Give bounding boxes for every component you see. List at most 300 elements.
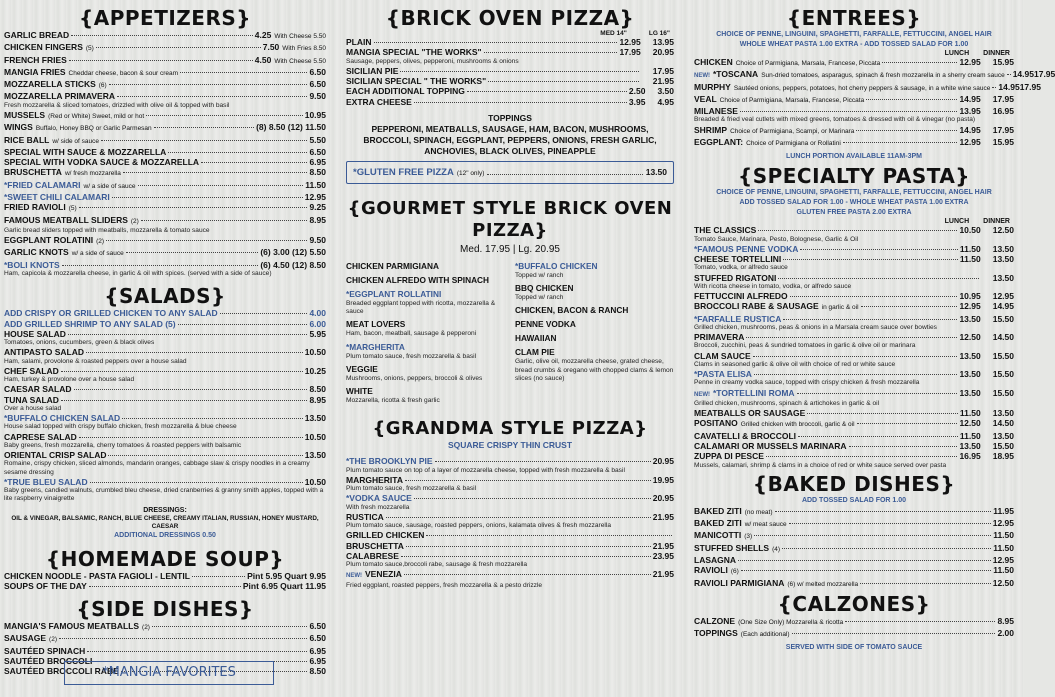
gourmet-item-description: Topped w/ ranch	[515, 294, 564, 302]
menu-item-row	[694, 628, 1014, 640]
item-price-lunch: 17.95	[619, 47, 641, 58]
item-name: CHICKEN FINGERS	[4, 42, 83, 53]
item-note: Choice of Parmigiana, Marsala, Francese, Piccata	[719, 96, 865, 104]
menu-item-row	[4, 477, 326, 487]
menu-item-row	[4, 450, 326, 460]
item-name: SAUTÉED BROCCOLI	[4, 656, 93, 667]
item-price-lunch: 12.95	[959, 57, 981, 67]
menu-item-row	[4, 235, 326, 247]
leader-dots	[90, 482, 303, 483]
item-price: 13.50	[304, 450, 326, 461]
item-price-dinner: 14.95	[992, 301, 1014, 312]
item-name: PLAIN	[346, 37, 372, 47]
gluten-free-price: 13.50	[645, 166, 667, 177]
item-description: Breaded & fried veal cutlets with mixed greens, tomatoes & dressed with oil & vinegar (no pasta)	[694, 116, 976, 124]
leader-dots	[178, 324, 308, 325]
item-price-dinner: 4.95	[657, 96, 674, 107]
item-description: Ham, capicola & mozzarella cheese, in garlic & oil with spices. (served with a side of sauce)	[4, 270, 272, 278]
item-price: 21.95	[652, 569, 674, 580]
leader-dots	[180, 72, 307, 73]
item-price-lunch: 11.50	[959, 430, 981, 441]
leader-dots	[849, 446, 958, 447]
item-name: CHEF SALAD	[4, 365, 59, 376]
gourmet-grid	[346, 261, 674, 408]
specialty-lunch-dinner-header	[694, 218, 1014, 225]
leader-dots	[414, 498, 651, 499]
leader-dots	[992, 87, 996, 88]
menu-item-row	[694, 431, 1014, 441]
item-price-lunch: 13.50	[959, 441, 981, 452]
menu-item-row	[694, 106, 1014, 116]
gluten-free-box	[346, 161, 674, 184]
item-price-lunch: 12.50	[959, 332, 981, 343]
item-price: 6.50	[309, 633, 326, 644]
menu-item-row	[4, 110, 326, 122]
lg-size-label: LG 16"	[648, 30, 670, 37]
addon-name: ADD GRILLED SHRIMP TO ANY SALAD (5)	[4, 318, 176, 329]
item-price-lunch: 12.95	[959, 301, 981, 312]
item-price-lunch: 14.95	[959, 93, 981, 104]
item-description: Grilled chicken, mushrooms, peas & onions in a Marsala cream sauce over bowties	[694, 323, 937, 331]
menu-item-row	[4, 621, 326, 633]
item-price: 4.50	[254, 54, 272, 65]
menu-item-row	[4, 646, 326, 656]
dressings-label: DRESSINGS:	[143, 506, 187, 514]
item-price: 6.50	[309, 146, 326, 157]
item-price: 4.25	[254, 30, 272, 40]
baked-note: ADD TOSSED SALAD FOR 1.00	[801, 496, 907, 504]
item-name: CHEESE TORTELLINI	[694, 254, 782, 265]
gourmet-item-name: BBQ CHICKEN	[515, 283, 574, 294]
gourmet-item-name: PENNE VODKA	[515, 319, 576, 330]
item-name: *PASTA ELISA	[694, 369, 752, 380]
item-name: MUSSELS	[4, 109, 46, 120]
item-price: 6.95	[309, 157, 326, 168]
menu-item-row	[694, 543, 1014, 555]
item-name: THE CLASSICS	[694, 225, 757, 236]
item-description: With ricotta cheese in tomato, vodka, or alfredo sauce	[694, 282, 852, 290]
menu-item-row	[4, 91, 326, 101]
item-price: 11.50	[993, 530, 1014, 541]
item-description: Garlic bread sliders topped with meatballs, mozzarella & tomato sauce	[4, 226, 210, 234]
item-name: GARLIC BREAD	[4, 30, 70, 40]
leader-dots	[400, 71, 638, 72]
leader-dots	[154, 127, 254, 128]
item-price: 21.95	[652, 540, 674, 551]
item-price-dinner: 15.50	[992, 313, 1014, 324]
item-price: 6.95	[309, 656, 326, 667]
leader-dots	[68, 334, 308, 335]
item-price-lunch: 14.95	[998, 81, 1020, 92]
leader-dots	[843, 142, 958, 143]
item-price-lunch: 11.50	[959, 243, 981, 254]
menu-item-row	[346, 456, 674, 466]
leader-dots	[754, 535, 991, 536]
brick-list	[346, 37, 674, 107]
item-price-dinner: 21.95	[652, 76, 674, 87]
baked-title: {BAKED DISHES}	[752, 471, 956, 496]
additional-dressings: ADDITIONAL DRESSINGS 0.50	[114, 531, 216, 539]
leader-dots	[1007, 74, 1011, 75]
leader-dots	[168, 152, 307, 153]
item-note: (Each additional)	[740, 631, 790, 639]
leader-dots	[106, 240, 307, 241]
item-name: FAMOUS MEATBALL SLIDERS	[4, 214, 128, 225]
item-price: 6.50	[309, 79, 326, 90]
leader-dots	[882, 62, 957, 63]
item-note: (2)	[49, 636, 57, 644]
brick-oven-title: {BRICK OVEN PIZZA}	[385, 6, 635, 30]
item-price: 10.95	[304, 109, 326, 120]
item-name: STUFFED SHELLS	[694, 542, 770, 553]
gourmet-item-name: *BUFFALO CHICKEN	[515, 260, 598, 271]
item-price: 2.00	[997, 628, 1014, 639]
gourmet-item-description: Mozzarella, ricotta & fresh garlic	[346, 397, 440, 404]
leader-dots	[61, 371, 303, 372]
gourmet-item	[346, 364, 505, 383]
item-note: Cheddar cheese, bacon & sour cream	[68, 69, 179, 77]
item-price: 11.95	[993, 505, 1014, 516]
item-price: 6.95	[309, 645, 326, 656]
item-description: Tomatoes, onions, cucumbers, green & black olives	[4, 339, 155, 347]
menu-item-row	[346, 569, 674, 581]
item-name: BRUSCHETTA	[346, 540, 404, 551]
item-price: 9.50	[309, 91, 326, 102]
item-price-dinner: 17.95	[1033, 69, 1055, 80]
leader-dots	[856, 130, 957, 131]
item-name: MOZZARELLA STICKS	[4, 79, 96, 90]
gourmet-item	[515, 283, 674, 302]
brick-size-header	[346, 30, 674, 37]
item-description: Plum tomato sauce,broccoli rabe, sausage & fresh mozzarella	[346, 561, 528, 569]
menu-item-row	[694, 69, 1055, 81]
entrees-note2: WHOLE WHEAT PASTA 1.00 EXTRA - ADD TOSSED SALAD FOR 1.00	[739, 41, 969, 48]
gourmet-left	[346, 261, 505, 408]
item-price-dinner: 13.95	[652, 37, 674, 47]
item-price-dinner: 15.50	[992, 369, 1014, 380]
gourmet-item-description: Topped w/ ranch	[515, 271, 564, 279]
menu-item-row	[694, 301, 1014, 313]
menu-item-row	[346, 37, 674, 47]
leader-dots	[374, 42, 618, 43]
item-description: Baby greens, fresh mozzarella, cherry tomatoes & roasted peppers with balsamic	[4, 441, 242, 449]
item-note: w/ a side of sauce	[83, 182, 136, 190]
item-description: Penne in creamy vodka sauce, topped with crispy chicken & fresh mozzarella	[694, 379, 920, 387]
item-name: POSITANO	[694, 418, 738, 429]
baked-list	[694, 506, 1014, 590]
menu-item-row	[694, 57, 1014, 69]
item-price-lunch: 2.50	[628, 86, 646, 97]
item-name: MANGIA FRIES	[4, 66, 66, 77]
item-name: BAKED ZITI	[694, 505, 742, 516]
specialty-list	[694, 225, 1014, 470]
gourmet-item-name: *EGGPLANT ROLLATINI	[346, 288, 442, 299]
item-price: 8.50	[309, 384, 326, 395]
item-note: w/ a side of sauce	[71, 250, 124, 258]
item-price-lunch: 13.50	[959, 350, 981, 361]
item-price: 21.95	[652, 511, 674, 522]
left-column	[4, 6, 326, 693]
item-price-dinner: 20.95	[652, 47, 674, 58]
item-name: *FAMOUS PENNE VODKA	[694, 243, 799, 254]
item-name: CAVATELLI & BROCCOLI	[694, 430, 796, 441]
item-name: RUSTICA	[346, 511, 384, 522]
menu-item-row	[694, 137, 1014, 149]
gourmet-item	[346, 319, 505, 338]
item-name: CAPRESE SALAD	[4, 431, 77, 442]
item-price-dinner: 15.50	[992, 387, 1014, 398]
item-name: STUFFED RIGATONI	[694, 272, 777, 283]
item-price-lunch: 10.95	[959, 291, 981, 302]
item-price: Pint 6.95 Quart 11.95	[242, 580, 326, 591]
gourmet-item	[346, 289, 505, 316]
item-note: (2)	[130, 217, 139, 225]
item-name: MURPHY	[694, 81, 731, 92]
leader-dots	[792, 633, 996, 634]
salad-addon-row	[4, 319, 326, 329]
item-price: 8.50	[309, 666, 326, 677]
gourmet-item-name: *MARGHERITA	[346, 341, 405, 352]
leader-dots	[405, 480, 651, 481]
leader-dots	[782, 548, 991, 549]
menu-item-row	[346, 76, 674, 86]
right-column	[694, 6, 1055, 693]
item-extra: With Fries 8.50	[282, 45, 326, 53]
item-description: Over a house salad	[4, 404, 62, 412]
item-name: EXTRA CHEESE	[346, 96, 412, 107]
item-name: CALABRESE	[346, 550, 399, 561]
specialty-dinner-label: DINNER	[983, 218, 1010, 226]
menu-item-row	[4, 581, 326, 591]
leader-dots	[96, 47, 261, 48]
item-note: (6) w/ melted mozzarella	[787, 580, 859, 588]
menu-item-row	[4, 202, 326, 214]
menu-item-row	[4, 42, 326, 54]
item-note: (5)	[68, 205, 77, 213]
item-note: in garlic & oil	[821, 304, 859, 312]
gourmet-item	[346, 386, 505, 405]
menu-item-row	[694, 616, 1014, 628]
leader-dots	[753, 356, 958, 357]
menu-item-row	[346, 493, 674, 503]
item-description: House salad topped with crispy buffalo chicken, fresh mozzarella & blue cheese	[4, 423, 237, 431]
leader-dots	[138, 185, 304, 186]
leader-dots	[87, 651, 307, 652]
gourmet-item	[515, 333, 674, 344]
menu-item-row	[4, 366, 326, 376]
menu-item-row	[694, 555, 1014, 565]
specialty-note1: CHOICE OF PENNE, LINGUINI, SPAGHETTI, FARFALLE, FETTUCCINI, ANGEL HAIR	[716, 189, 992, 197]
item-description: Broccoli, zucchini, peas & sundried tomatoes in garlic & olive oil or marinara	[694, 342, 916, 350]
leader-dots	[426, 535, 672, 536]
gourmet-item-name: CHICKEN, BACON & RANCH	[515, 305, 629, 316]
item-price-lunch: 14.95	[1012, 69, 1034, 80]
grandma-title: {GRANDMA STYLE PIZZA}	[372, 418, 648, 440]
entrees-lunch-label: LUNCH	[944, 50, 970, 57]
leader-dots	[484, 52, 618, 53]
item-name: SOUPS OF THE DAY	[4, 580, 87, 591]
menu-item-row	[4, 432, 326, 442]
leader-dots	[79, 437, 303, 438]
specialty-title: {SPECIALTY PASTA}	[737, 164, 971, 189]
salads-list	[4, 329, 326, 504]
item-note: Grilled chicken with broccoli, garlic & oil	[740, 421, 855, 429]
menu-item-row	[4, 329, 326, 339]
grandma-list	[346, 456, 674, 590]
salads-title: {SALADS}	[104, 284, 226, 309]
leader-dots	[414, 102, 627, 103]
item-name: CLAM SAUCE	[694, 350, 751, 361]
item-note: (2)	[142, 624, 150, 632]
leader-dots	[860, 583, 991, 584]
item-name: BRUSCHETTA	[4, 167, 62, 178]
item-name: SAUSAGE	[4, 633, 47, 644]
item-price: 5.50	[309, 134, 326, 145]
leader-dots	[488, 81, 639, 82]
item-price-dinner: 17.95	[992, 124, 1014, 135]
calzones-list	[694, 616, 1014, 641]
toppings-label: TOPPINGS	[488, 112, 532, 123]
leader-dots	[126, 252, 259, 253]
item-price-lunch: 12.50	[959, 418, 981, 429]
gourmet-item-name: CLAM PIE	[515, 347, 555, 358]
menu-item-row	[346, 86, 674, 96]
leader-dots	[861, 306, 958, 307]
leader-dots	[778, 278, 978, 279]
leader-dots	[775, 511, 992, 512]
leader-dots	[797, 393, 958, 394]
med-size-label: MED 14"	[600, 30, 627, 37]
item-name: *VODKA SAUCE	[346, 493, 412, 504]
item-name: TUNA SALAD	[4, 394, 59, 405]
item-name: RAVIOLI	[694, 565, 728, 576]
item-name: SPECIAL WITH VODKA SAUCE & MOZZARELLA	[4, 157, 200, 168]
menu-item-row	[694, 408, 1014, 418]
leader-dots	[201, 162, 307, 163]
item-name: BAKED ZITI	[694, 518, 742, 529]
item-note: Sun-dried tomatoes, asparagus, spinach & fresh mozzarella in a sherry cream sauce	[761, 72, 1005, 80]
item-description: Tomato Sauce, Marinara, Pesto, Bolognese, Garlic & Oil	[694, 235, 859, 243]
leader-dots	[141, 220, 308, 221]
leader-dots	[741, 570, 991, 571]
item-name: ZUPPA DI PESCE	[694, 451, 764, 462]
item-price-lunch: 13.50	[959, 313, 981, 324]
menu-item-row	[4, 167, 326, 179]
appetizers-list	[4, 30, 326, 278]
leader-dots	[800, 249, 958, 250]
item-description: Clams in seasoned garlic & olive oil with choice of red or white sauce	[694, 360, 896, 368]
item-price: 23.95	[652, 550, 674, 561]
item-price-dinner: 13.50	[992, 254, 1014, 265]
menu-item-row	[4, 135, 326, 147]
item-price-lunch: 13.50	[959, 369, 981, 380]
item-price-dinner: 17.95	[1019, 81, 1041, 92]
leader-dots	[435, 461, 651, 462]
item-name: *BOLI KNOTS	[4, 259, 60, 270]
item-name: FRIED RAVIOLI	[4, 202, 66, 213]
leader-dots	[857, 423, 958, 424]
item-name: WINGS	[4, 122, 33, 133]
menu-item-row	[346, 551, 674, 561]
item-description: Fresh mozzarella & sliced tomatoes, drizzled with olive oil & topped with basil	[4, 101, 230, 109]
item-price-dinner: 15.50	[992, 350, 1014, 361]
specialty-note2: ADD TOSSED SALAD FOR 1.00 - WHOLE WHEAT PASTA 1.00 EXTRA	[739, 199, 969, 207]
toppings-list: PEPPERONI, MEATBALLS, SAUSAGE, HAM, BACON, MUSHROOMS, BROCCOLI, SPINACH, EGGPLANT, PEPPERS, ONIONS, FRESH GARLIC, ANCHOVIES, BLACK OLIVES, PINEAPPLE	[363, 123, 657, 156]
menu-item-row	[694, 94, 1014, 106]
leader-dots	[738, 560, 991, 561]
leader-dots	[74, 389, 308, 390]
item-price-dinner: 13.50	[992, 408, 1014, 419]
leader-dots	[783, 319, 957, 320]
item-note: w/ meat sauce	[744, 521, 787, 529]
item-price: 12.95	[992, 555, 1014, 566]
item-name: *BUFFALO CHICKEN SALAD	[4, 413, 121, 424]
item-description: Sausage, peppers, olives, pepperoni, mushrooms & onions	[346, 57, 519, 65]
menu-item-row	[4, 633, 326, 645]
item-price: 12.95	[992, 518, 1014, 529]
menu-item-row	[4, 215, 326, 227]
leader-dots	[401, 556, 651, 557]
item-price-dinner: 3.50	[657, 86, 674, 97]
item-price: 10.50	[304, 476, 326, 487]
menu-item-row	[346, 530, 674, 540]
item-price: 8.95	[309, 394, 326, 405]
item-name: *TORTELLINI ROMA	[713, 387, 795, 398]
item-name: MOZZARELLA PRIMAVERA	[4, 91, 115, 102]
item-name: EACH ADDITIONAL TOPPING	[346, 86, 465, 97]
specialty-lunch-label: LUNCH	[944, 218, 970, 226]
leader-dots	[467, 91, 627, 92]
item-name: HOUSE SALAD	[4, 328, 66, 339]
appetizers-title: {APPETIZERS}	[79, 6, 251, 30]
item-price: 11.50	[305, 179, 326, 190]
addon-name: ADD CRISPY OR GRILLED CHICKEN TO ANY SALAD	[4, 308, 218, 319]
item-name: FRENCH FRIES	[4, 54, 67, 65]
menu-item-row	[694, 125, 1014, 137]
menu-item-row	[694, 273, 1014, 283]
item-price: 8.95	[309, 214, 326, 225]
item-name: GARLIC KNOTS	[4, 247, 69, 258]
item-name: MILANESE	[694, 106, 738, 117]
menu-item-row	[346, 47, 674, 57]
item-price: Pint 5.95 Quart 9.95	[247, 570, 326, 581]
item-price-lunch: 13.50	[959, 387, 981, 398]
gourmet-title: {GOURMET STYLE BRICK OVEN PIZZA}	[347, 197, 673, 241]
item-price: (8) 8.50 (12) 11.50	[256, 122, 326, 133]
menu-item-row	[4, 30, 326, 42]
item-price: (6) 4.50 (12) 8.50	[260, 259, 326, 270]
item-price: (6) 3.00 (12) 5.50	[260, 247, 326, 258]
leader-dots	[220, 313, 308, 314]
item-price-dinner: 17.95	[652, 65, 674, 76]
item-note: (6)	[730, 568, 739, 576]
item-price-dinner: 15.95	[992, 57, 1014, 67]
menu-item-row	[694, 291, 1014, 301]
item-name: ANTIPASTO SALAD	[4, 347, 84, 358]
item-note: Choice of Parmigiana or Rollatini	[746, 139, 841, 147]
item-price: 10.50	[304, 347, 326, 358]
item-note: (5)	[85, 45, 94, 53]
item-description: Baby greens, candied walnuts, crumbled bleu cheese, dried cranberries & granny smith apples, topped with a lite raspberry vinaigrette	[4, 487, 324, 503]
menu-item-row	[346, 475, 674, 485]
leader-dots	[790, 296, 958, 297]
item-note: Choice of Parmigiana, Scampi, or Marinara	[730, 127, 855, 135]
entrees-dinner-label: DINNER	[983, 50, 1010, 57]
leader-dots	[746, 337, 957, 338]
item-name: *TOSCANA	[713, 69, 759, 80]
item-name: MANICOTTI	[694, 530, 742, 541]
menu-item-row	[4, 247, 326, 259]
